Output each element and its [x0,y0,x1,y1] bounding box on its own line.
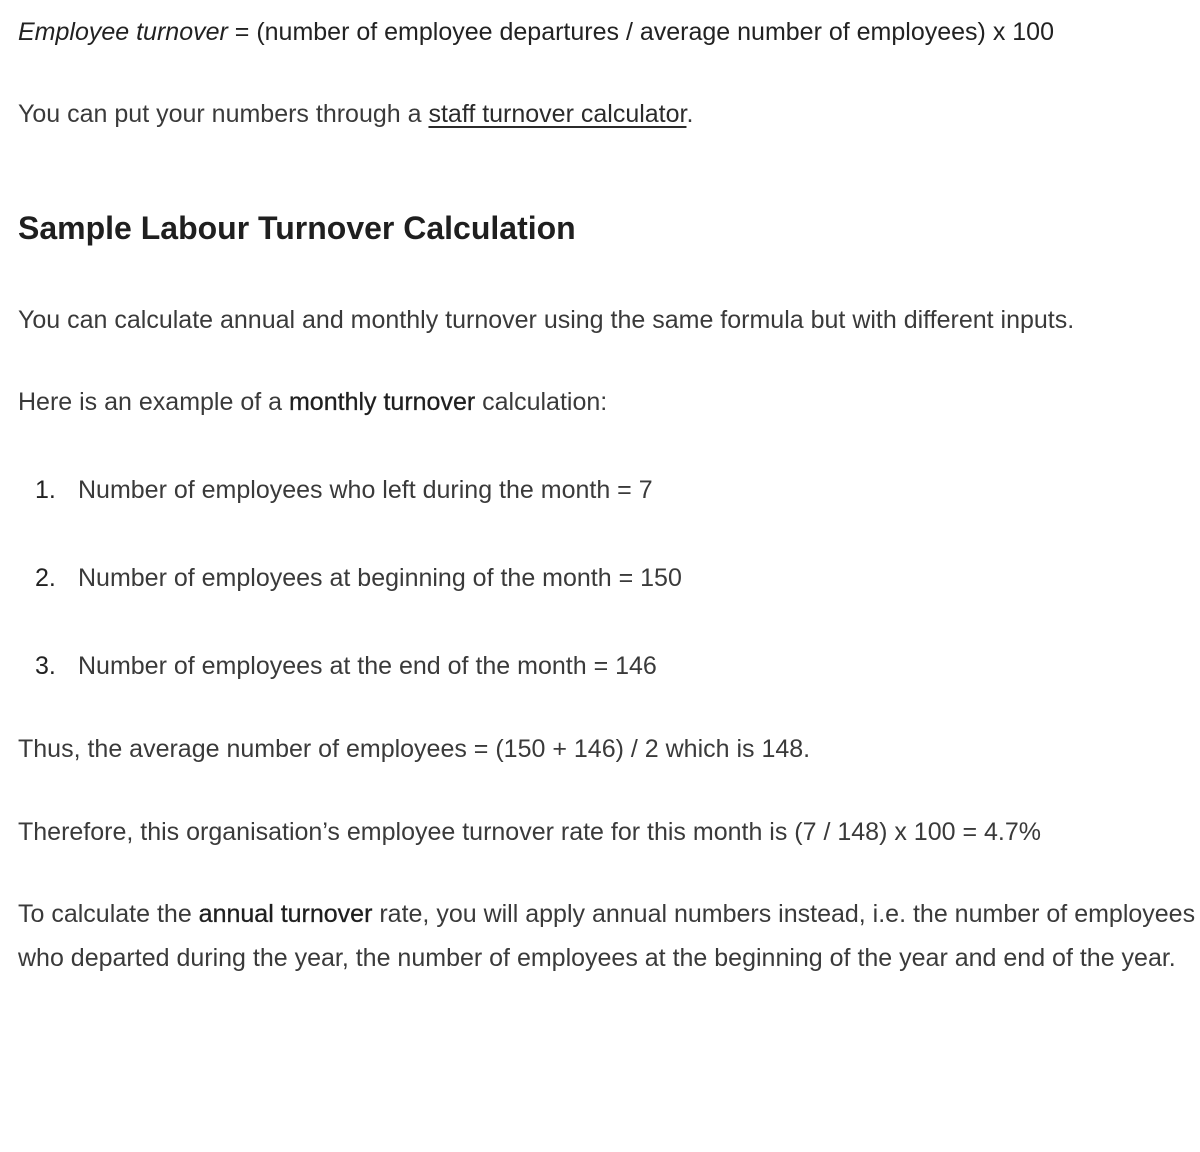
result-paragraph: Therefore, this organisation’s employee turnover rate for this month is (7 / 148) x 100 = 4.7% [18,818,1041,846]
steps-list [18,468,1198,688]
annual-paragraph [18,892,1198,980]
example-strong: monthly turnover [288,388,476,416]
list-item-number: 1. [35,476,56,504]
list-item [18,468,1198,512]
list-item-text: Number of employees at beginning of the month = 150 [78,564,682,592]
example-prefix: Here is an example of a [18,388,289,416]
list-item-number: 3. [35,652,56,680]
article-body [18,10,1198,980]
annual-strong: annual turnover [198,900,373,928]
list-item-text: Number of employees at the end of the month = 146 [78,652,657,680]
example-suffix: calculation: [475,388,608,416]
staff-turnover-calculator-link[interactable]: staff turnover calculator [428,100,687,128]
section-heading: Sample Labour Turnover Calculation [18,210,576,246]
annual-suffix: rate, you will apply annual numbers instead, i.e. the number of employees who departed during the year, the number of employees at the beginning of the year and end of the year. [18,900,1196,972]
average-paragraph: Thus, the average number of employees = (150 + 146) / 2 which is 148. [18,735,811,763]
list-item [18,556,1198,600]
annual-prefix: To calculate the [18,900,199,928]
calculator-paragraph [18,92,1198,136]
intro-paragraph: You can calculate annual and monthly turnover using the same formula but with different inputs. [18,306,1075,334]
example-paragraph [18,380,1198,424]
formula-expression: = (number of employee departures / average number of employees) x 100 [227,18,1054,46]
formula-term: Employee turnover [18,18,228,46]
list-item [18,644,1198,688]
list-item-number: 2. [35,564,56,592]
calculator-suffix: . [686,100,694,128]
list-item-text: Number of employees who left during the month = 7 [78,476,653,504]
calculator-prefix: You can put your numbers through a [18,100,429,128]
turnover-formula [18,10,1198,54]
